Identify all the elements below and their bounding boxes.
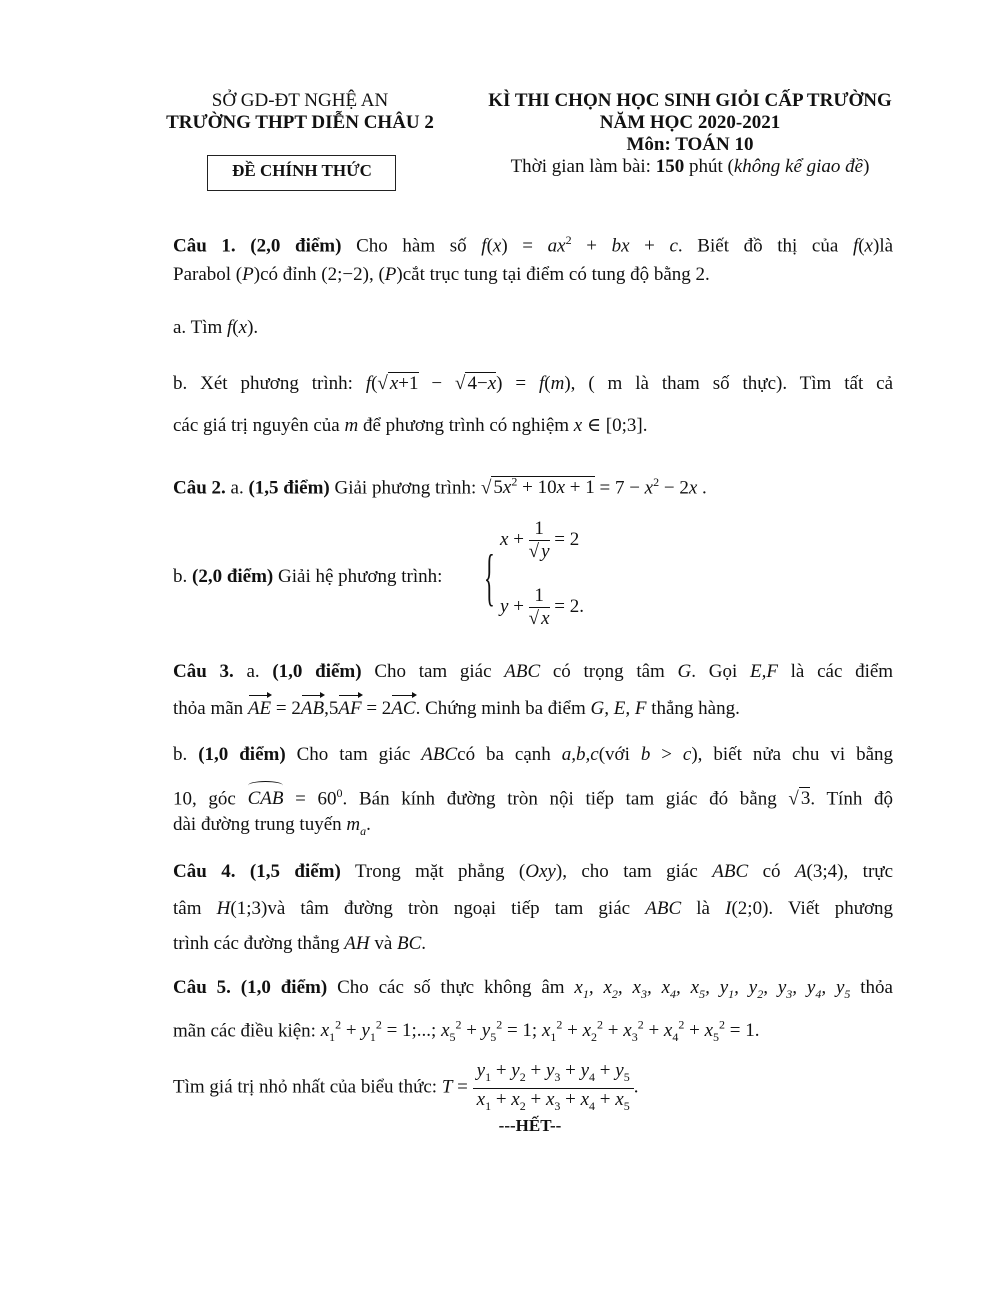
q2-part-a: Câu 2. a. (1,5 điểm) Giải phương trình: √ $5x^2 + 10x + 1 = 7 - x^2 - 2x$ . [173,475,707,499]
q1-part-a: a. Tìm f(x). [173,317,259,338]
system-eq-1: x + $\frac{1}{√ y}$ = 2 [500,518,580,562]
exam-time: Thời gian làm bài: 150 phút (không kể giao đề) [510,156,870,177]
system-eq-2: y + $\frac{1}{√ x}$ = 2. [500,585,584,629]
q4-line-3: trình các đường thẳng AH và BC. [173,933,427,954]
q3-part-b-line-1: b. (1,0 điểm) Cho tam giác ABCcó ba cạnh a,b,c(với b > c), biết nửa chu vi bằng [173,744,894,765]
header-right [470,90,910,178]
q3-part-a-line-2: thỏa mãn AE = 2AB,5AF = 2AC. Chứng minh ba điểm G, E, F thẳng hàng. [173,698,740,719]
q1-line-2: Parabol (P)có đỉnh (2;−2), (P)cắt trục tung tại điểm có tung độ bằng 2. [173,264,710,285]
end-marker: ---HẾT-- [498,1116,562,1135]
q4-line-2: tâm H(1;3)và tâm đường tròn ngoại tiếp tam giác ABC là I(2;0). Viết phương [173,898,894,919]
school-name: TRƯỜNG THPT DIỄN CHÂU 2 [166,112,434,133]
q2-part-b: b. (2,0 điểm) Giải hệ phương trình: [173,566,443,587]
exam-subject: Môn: TOÁN 10 [626,134,754,155]
q3-part-b-line-3: dài đường trung tuyến $m_a$. [173,814,371,838]
exam-title: KÌ THI CHỌN HỌC SINH GIỎI CẤP TRƯỜNG [488,90,892,111]
official-label: ĐỀ CHÍNH THỨC [232,161,372,180]
q5-line-3: Tìm giá trị nhỏ nhất của biểu thức: T = $\frac{y_1 + y_2 + y_3 + y_4 + y_5}{x_1 + x_2 + x_3 + x_4 + x_5}$ . [173,1060,639,1113]
q5-line-1: Câu 5. (1,0 điểm) Cho các số thực không âm $x_1$, $x_2$, $x_3$, $x_4$, $x_5$, $y_1$, $y_2$, $y_3$, $y_4$, $y_5$ thỏa [173,977,893,1001]
q4-line-1: Câu 4. (1,5 điểm) Trong mặt phẳng (Oxy), cho tam giác ABC có A(3;4), trực [173,861,894,882]
header-left [150,90,450,134]
q3-part-b-line-2: 10, góc CAB = $60^0$. Bán kính đường tròn nội tiếp tam giác đó bằng √ 3. Tính độ [173,786,894,810]
q1-part-b-line-2: các giá trị nguyên của m để phương trình có nghiệm x ∈ [0;3]. [173,415,648,436]
department-name: SỞ GD-ĐT NGHỆ AN [211,90,389,111]
exam-year: NĂM HỌC 2020-2021 [599,112,781,133]
q3-part-a-line-1: Câu 3. a. (1,0 điểm) Cho tam giác ABC có trọng tâm G. Gọi E,F là các điểm [173,661,894,682]
q1-line-1: Câu 1. (2,0 điểm) Cho hàm số $f(x) = ax^2$ + bx + c. Biết đồ thị của f(x)là [173,233,894,257]
q5-line-2: mãn các điều kiện: $x_1^2 + y_1^2 = 1$;...; $x_5^2 + y_5^2 = 1$; $x_1^2 + x_2^2 + x_3^2 + x_4^2 + x_5^2 = 1$. [173,1018,760,1045]
q1-part-b-line-1: b. Xét phương trình: f(√ x+1 − √ 4−x) = f(m), ( m là tham số thực). Tìm tất cả [173,373,893,394]
system-brace: { [484,541,495,612]
